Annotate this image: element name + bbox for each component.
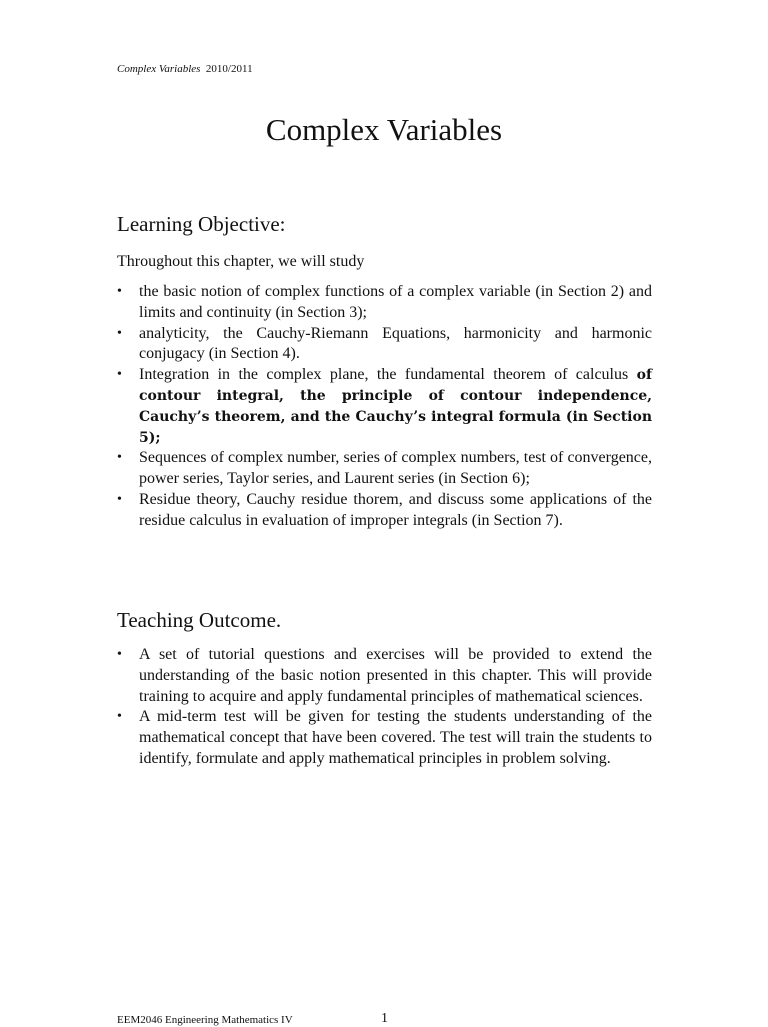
- list-item: [117, 324, 652, 366]
- learning-objective-intro: Throughout this chapter, we will study: [117, 253, 365, 270]
- learning-objective-heading: Learning Objective:: [117, 212, 286, 236]
- teaching-outcome-list: [117, 645, 652, 770]
- list-item-text: A set of tutorial questions and exercises will be provided to extend the understanding of the basic notion presented in this chapter. This will provide training to acquire and apply fundamental principles of mathematical sciences.: [139, 646, 652, 705]
- bullet-icon: •: [117, 284, 122, 299]
- running-header: [117, 62, 253, 76]
- bullet-icon: •: [117, 325, 122, 341]
- bullet-icon: •: [117, 367, 122, 383]
- list-item-bold-text: of contour integral, the principle of contour independence, Cauchy’s theorem, and the Cauchy’s integral formula (in Section 5);: [139, 367, 652, 446]
- bullet-icon: •: [117, 647, 122, 662]
- list-item: [117, 490, 652, 532]
- header-academic-year: 2010/2011: [205, 63, 253, 75]
- document-title: Complex Variables: [265, 112, 503, 147]
- list-item: [117, 282, 652, 324]
- list-item-text: A mid-term test will be given for testing the students understanding of the mathematical concept that have been covered. The test will train the students to identify, formulate and apply mathematical principles in problem solving.: [139, 708, 652, 767]
- list-item: [117, 707, 652, 769]
- page-number: 1: [381, 1011, 388, 1026]
- list-item: [117, 448, 652, 490]
- list-item-text: Sequences of complex number, series of complex numbers, test of convergence, power series, Taylor series, and Laurent series (in Section 6);: [139, 449, 652, 488]
- list-item-text: analyticity, the Cauchy-Riemann Equations, harmonicity and harmonic conjugacy (in Section 4).: [139, 324, 652, 363]
- list-item-text: the basic notion of complex functions of a complex variable (in Section 2) and limits and continuity (in Section 3);: [139, 283, 652, 321]
- bullet-icon: •: [117, 491, 122, 507]
- bullet-icon: •: [117, 450, 122, 466]
- teaching-outcome-heading: Teaching Outcome.: [117, 608, 282, 632]
- bullet-icon: •: [117, 709, 122, 725]
- list-item: [117, 645, 652, 707]
- learning-objective-list: [117, 282, 652, 532]
- footer-course-code: EEM2046 Engineering Mathematics IV: [117, 1014, 293, 1026]
- list-item-text: Integration in the complex plane, the fundamental theorem of calculus: [139, 366, 637, 384]
- header-course-name: Complex Variables: [117, 63, 201, 75]
- list-item-text: Residue theory, Cauchy residue thorem, and discuss some applications of the residue calculus in evaluation of improper integrals (in Section 7).: [139, 490, 652, 529]
- list-item: [117, 365, 652, 448]
